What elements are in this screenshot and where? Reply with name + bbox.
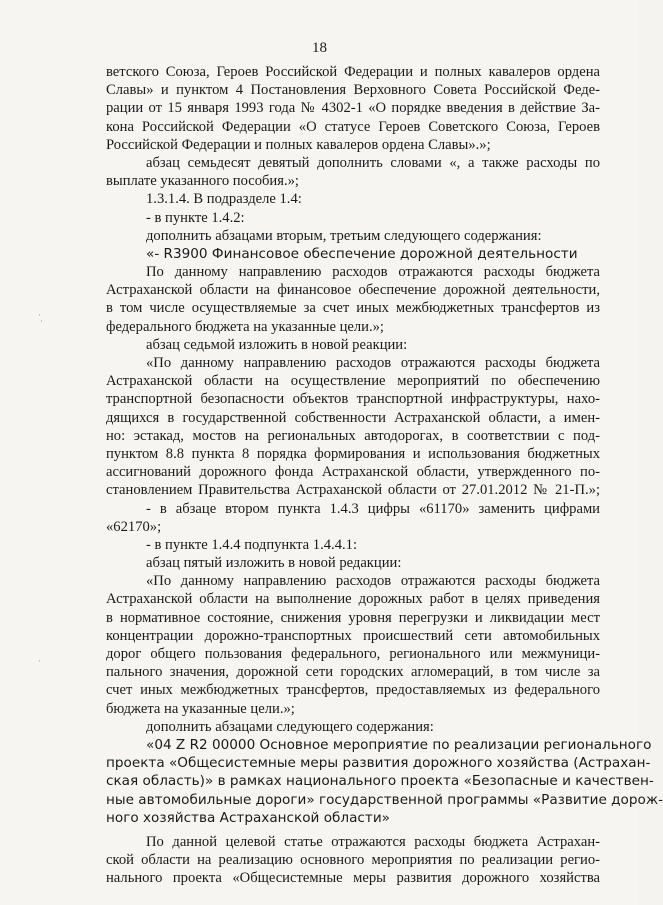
text-line: абзац пятый изложить в новой редакции: bbox=[146, 555, 402, 572]
text-line: выплате указанного пособия.»; bbox=[106, 173, 299, 190]
text-line: кона Российской Федерации «О статусе Героев Советского Союза, Героев bbox=[106, 118, 600, 135]
text-line: пального значения, дорожной сети городских агломераций, в том числе за bbox=[106, 664, 600, 681]
text-line: в нормативное состояние, снижения уровня перегрузки и ликвидации мест bbox=[106, 609, 600, 626]
text-line: дящихся в государственной собственности Астраханской области, а имен- bbox=[106, 409, 600, 426]
text-line: ного хозяйства Астраханской области» bbox=[106, 809, 390, 826]
text-line: «04 Z R2 00000 Основное мероприятие по реализации регионального bbox=[146, 736, 652, 753]
text-line: концентрации дорожно-транспортных происшествий сети автомобильных bbox=[106, 627, 600, 644]
text-line: ветского Союза, Героев Российской Федерации и полных кавалеров ордена bbox=[106, 64, 600, 80]
text-line: 1.3.1.4. В подразделе 1.4: bbox=[146, 191, 302, 208]
text-line: - в пункте 1.4.4 подпункта 1.4.4.1: bbox=[146, 536, 357, 553]
page-number: 18 bbox=[312, 40, 327, 56]
text-line: нального проекта «Общесистемные меры развития дорожного хозяйства bbox=[106, 870, 600, 887]
text-line: По данному направлению расходов отражаются расходы бюджета bbox=[146, 264, 600, 281]
text-line: По данной целевой статье отражаются расходы бюджета Астрахан- bbox=[146, 833, 600, 850]
text-line: «62170»; bbox=[106, 518, 162, 535]
text-line: Российской Федерации и полных кавалеров ордена Славы».»; bbox=[106, 136, 491, 153]
scan-speck: · bbox=[38, 311, 41, 321]
text-line: Астраханской области на осуществление мероприятий по обеспечению bbox=[106, 373, 600, 390]
text-line: ской области на реализацию основного мероприятия по реализации регио- bbox=[106, 852, 600, 869]
text-line: транспортной безопасности объектов транспортной инфраструктуры, нахо- bbox=[106, 391, 600, 408]
text-line: «По данному направлению расходов отражаются расходы бюджета bbox=[146, 573, 600, 590]
text-line: абзац семьдесят девятый дополнить словами «, а также расходы по bbox=[146, 154, 600, 171]
text-line: бюджета на указанные цели.»; bbox=[106, 700, 295, 717]
text-line: абзац седьмой изложить в новой реакции: bbox=[146, 336, 408, 353]
text-line: федерального бюджета на указанные цели.»; bbox=[106, 318, 384, 335]
text-line: Славы» и пунктом 4 Постановления Верховного Совета Российской Феде- bbox=[106, 82, 600, 99]
text-line: «По данному направлению расходов отражаются расходы бюджета bbox=[146, 355, 600, 371]
text-line: становлением Правительства Астраханской области от 27.01.2012 № 21-П.»; bbox=[106, 482, 600, 499]
text-line: дорог общего пользования федерального, регионального или межмуници- bbox=[106, 646, 600, 662]
text-line: но: эстакад, мостов на региональных автодорогах, в соответствии с под- bbox=[106, 427, 600, 444]
text-line: пунктом 8.8 пункта 8 порядка формирования и использования бюджетных bbox=[106, 445, 600, 462]
text-line: счет иных межбюджетных трансфертов, предоставляемых из федерального bbox=[106, 682, 600, 699]
text-line: - в пункте 1.4.2: bbox=[146, 209, 245, 226]
text-line: ные автомобильные дороги» государственной программы «Развитие дорож- bbox=[106, 791, 663, 808]
text-line: проекта «Общесистемные меры развития дорожного хозяйства (Астрахан- bbox=[106, 755, 651, 772]
text-line: «- R3900 Финансовое обеспечение дорожной деятельности bbox=[146, 245, 578, 262]
text-line: Астраханской области на выполнение дорожных работ в целях приведения bbox=[106, 591, 600, 608]
text-line: - в абзаце втором пункта 1.4.3 цифры «61170» заменить цифрами bbox=[146, 500, 600, 517]
scan-speck: · bbox=[40, 317, 43, 327]
text-line: в том числе осуществляемые за счет иных межбюджетных трансфертов из bbox=[106, 300, 600, 317]
scan-speck: · bbox=[38, 657, 41, 667]
text-line: дополнить абзацами следующего содержания: bbox=[146, 718, 434, 735]
text-line: ская область)» в рамках национального проекта «Безопасные и качествен- bbox=[106, 773, 654, 790]
text-line: рации от 15 января 1993 года № 4302-1 «О порядке введения в действие За- bbox=[106, 100, 600, 117]
body-text bbox=[106, 63, 663, 887]
text-line: ассигнований дорожного фонда Астраханской области, утвержденного по- bbox=[106, 464, 600, 481]
text-line: дополнить абзацами вторым, третьим следующего содержания: bbox=[146, 227, 542, 244]
text-line: Астраханской области на финансовое обеспечение дорожной деятельности, bbox=[106, 282, 600, 299]
